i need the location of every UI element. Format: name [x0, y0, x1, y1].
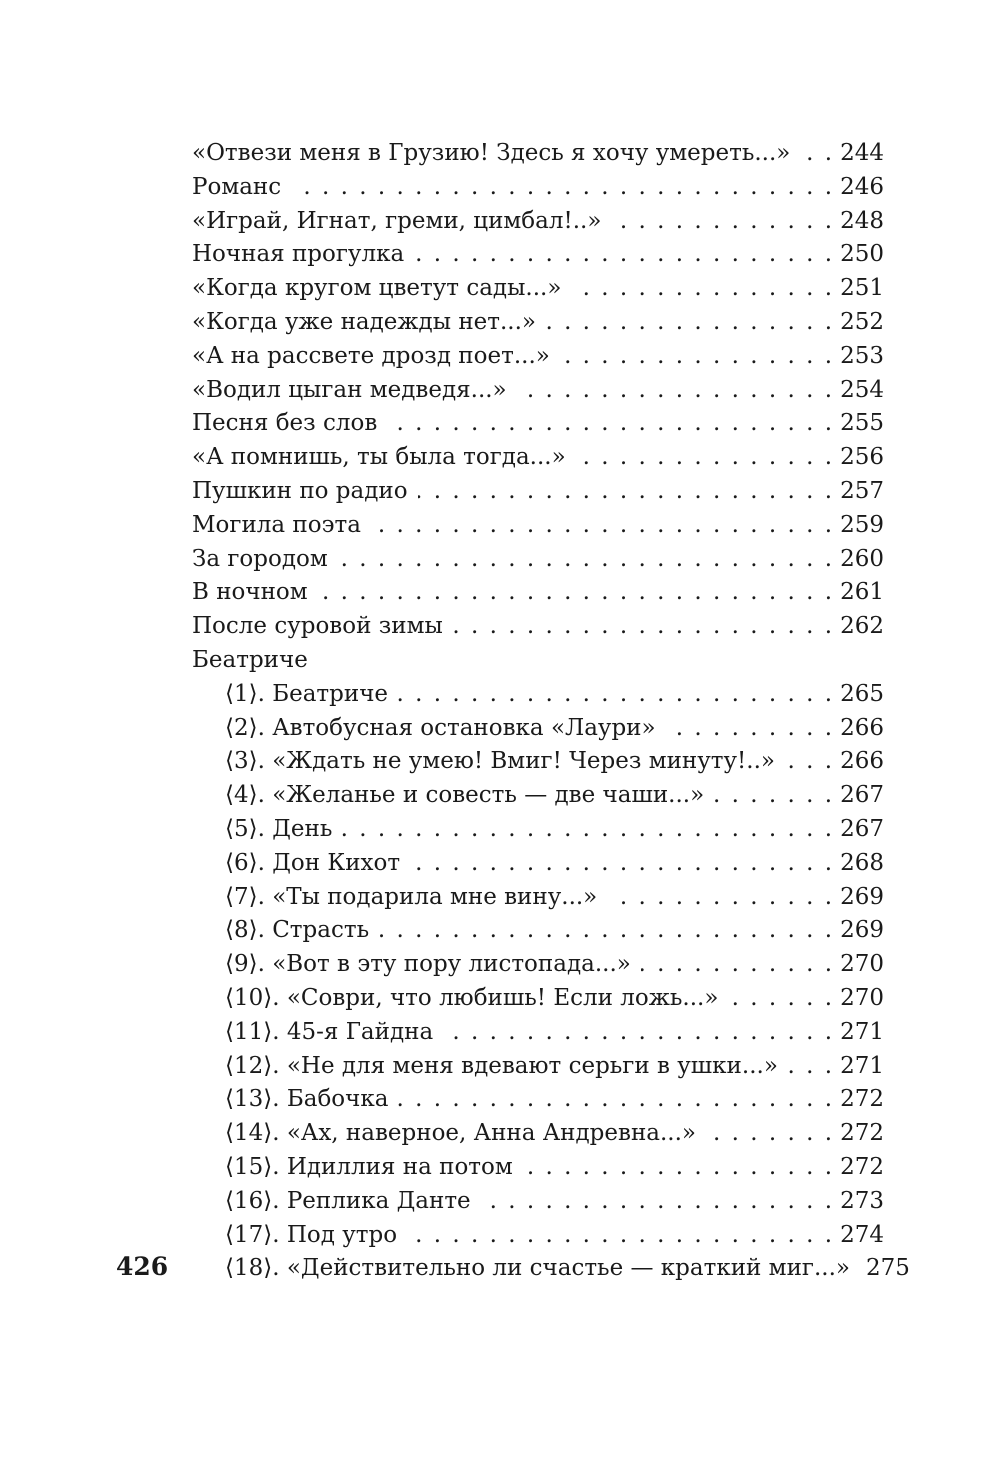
toc-entry: [192, 306, 884, 340]
toc-entry-title: В ночном: [192, 579, 308, 606]
toc-entry-page: 270: [840, 951, 884, 978]
toc-entry-page: 271: [840, 1018, 884, 1045]
toc-entry: [192, 779, 884, 813]
toc-entry-title: ⟨13⟩. Бабочка: [225, 1086, 389, 1113]
toc-entry-title: После суровой зимы: [192, 613, 443, 640]
dot-leader: [291, 171, 834, 205]
dot-leader: [546, 306, 834, 340]
toc-entry-title: «Отвези меня в Грузию! Здесь я хочу умереть...»: [192, 140, 791, 166]
dot-leader: [338, 543, 834, 577]
toc-entry: [192, 407, 884, 441]
table-of-contents: [192, 137, 910, 1286]
toc-entry-title: Песня без слов: [192, 410, 378, 437]
toc-entry-title: ⟨12⟩. «Не для меня вдевают серьги в ушки...»: [225, 1052, 778, 1079]
toc-entry-page: 274: [840, 1221, 884, 1248]
dot-leader: [714, 779, 834, 813]
toc-entry: [192, 813, 884, 847]
toc-entry-title: ⟨8⟩. Страсть: [225, 917, 370, 944]
toc-entry-title: Пушкин по радио: [192, 477, 408, 504]
toc-entry: [192, 272, 884, 306]
toc-entry: [192, 1050, 884, 1084]
dot-leader: [443, 1016, 834, 1050]
dot-leader: [410, 847, 834, 881]
toc-entry: [192, 543, 884, 577]
dot-leader: [379, 914, 834, 948]
toc-entry-title: ⟨14⟩. «Ах, наверное, Анна Андревна...»: [225, 1120, 696, 1147]
toc-entry-title: Романс: [192, 173, 282, 200]
dot-leader: [800, 137, 834, 171]
toc-entry-title: «Играй, Игнат, греми, цимбал!..»: [192, 207, 602, 234]
toc-entry-page: 270: [840, 984, 884, 1011]
toc-entry: [192, 678, 884, 712]
toc-entry-page: 259: [840, 511, 884, 538]
toc-entry-title: ⟨16⟩. Реплика Данте: [225, 1187, 471, 1214]
toc-entry-page: 269: [840, 883, 884, 910]
dot-leader: [414, 238, 834, 272]
toc-entry-page: 275: [865, 1255, 910, 1282]
toc-entry: [192, 238, 884, 272]
toc-entry: [192, 948, 884, 982]
dot-leader: [523, 1151, 834, 1185]
toc-entry: [192, 1185, 884, 1219]
toc-entry-title: ⟨9⟩. «Вот в эту пору листопада...»: [225, 951, 631, 978]
dot-leader: [453, 610, 834, 644]
dot-leader: [387, 407, 834, 441]
dot-leader: [517, 374, 834, 408]
dot-leader: [342, 813, 834, 847]
dot-leader: [371, 509, 834, 543]
toc-entry-page: 269: [840, 917, 884, 944]
toc-entry-page: 250: [840, 241, 884, 268]
toc-entry: [192, 610, 884, 644]
toc-entry-page: 262: [840, 613, 884, 640]
toc-entry-title: Беатриче: [192, 646, 308, 673]
toc-entry-page: 255: [840, 410, 884, 437]
toc-entry: [192, 374, 884, 408]
toc-entry-title: «Когда уже надежды нет...»: [192, 308, 536, 335]
toc-entry-title: «А на рассвете дрозд поет...»: [192, 342, 550, 369]
toc-entry-title: ⟨15⟩. Идиллия на потом: [225, 1153, 513, 1180]
toc-entry-page: 261: [840, 579, 884, 606]
toc-entry: [192, 509, 884, 543]
toc-entry: [192, 982, 884, 1016]
toc-entry-title: ⟨2⟩. Автобусная остановка «Лаури»: [225, 714, 656, 741]
toc-entry-page: 248: [840, 207, 884, 234]
toc-entry-title: ⟨5⟩. День: [225, 815, 333, 842]
toc-entry: [192, 475, 884, 509]
toc-entry-page: 273: [840, 1187, 884, 1214]
dot-leader: [318, 576, 834, 610]
toc-entry: [192, 847, 884, 881]
toc-entry-page: 267: [840, 815, 884, 842]
toc-entry: [192, 576, 884, 610]
toc-entry-page: 266: [840, 748, 884, 775]
toc-entry: [192, 171, 884, 205]
dot-leader: [788, 1050, 834, 1084]
toc-entry: [192, 340, 884, 374]
toc-entry-title: «А помнишь, ты была тогда...»: [192, 444, 566, 471]
toc-entry: [192, 1083, 884, 1117]
toc-entry-title: За городом: [192, 545, 328, 572]
toc-entry-page: 272: [840, 1153, 884, 1180]
toc-entry-title: ⟨10⟩. «Соври, что любишь! Если ложь...»: [225, 984, 719, 1011]
toc-entry: [192, 205, 884, 239]
toc-entry-page: 254: [840, 376, 884, 403]
toc-entry-title: Ночная прогулка: [192, 241, 405, 268]
dot-leader: [560, 340, 834, 374]
dot-leader: [576, 441, 834, 475]
toc-entry-title: ⟨6⟩. Дон Кихот: [225, 849, 401, 876]
toc-entry-page: 260: [840, 545, 884, 572]
toc-entry-page: 267: [840, 782, 884, 809]
dot-leader: [611, 205, 834, 239]
toc-entry-title: ⟨11⟩. 45-я Гайдна: [225, 1018, 434, 1045]
dot-leader: [418, 475, 835, 509]
dot-leader: [785, 745, 834, 779]
dot-leader: [666, 712, 835, 746]
toc-entry-title: Могила поэта: [192, 511, 361, 538]
toc-entry: [192, 1016, 884, 1050]
toc-entry-page: 253: [840, 342, 884, 369]
toc-entry-title: «Водил цыган медведя...»: [192, 376, 507, 403]
toc-entry-page: 268: [840, 849, 884, 876]
toc-entry-page: 246: [840, 173, 884, 200]
dot-leader: [407, 1219, 834, 1253]
toc-entry: [192, 644, 884, 678]
dot-leader: [641, 948, 834, 982]
dot-leader: [571, 272, 834, 306]
toc-entry: [192, 1151, 884, 1185]
toc-entry-page: 251: [840, 275, 884, 302]
toc-entry: [192, 745, 884, 779]
toc-entry-title: ⟨4⟩. «Желанье и совесть — две чаши...»: [225, 782, 705, 809]
toc-entry: [192, 137, 884, 171]
dot-leader: [398, 678, 834, 712]
page-number: 426: [116, 1252, 169, 1281]
dot-leader: [398, 1083, 834, 1117]
toc-entry: [192, 1117, 884, 1151]
toc-entry-title: ⟨7⟩. «Ты подарила мне вину...»: [225, 883, 598, 910]
toc-entry: [192, 1252, 910, 1286]
toc-entry-page: 272: [840, 1086, 884, 1113]
toc-entry-page: 244: [840, 140, 884, 166]
toc-entry-title: ⟨18⟩. «Действительно ли счастье — краткий миг...»: [225, 1255, 850, 1282]
toc-entry-title: «Когда кругом цветут сады...»: [192, 275, 562, 302]
toc-entry: [192, 881, 884, 915]
toc-entry-page: 257: [840, 477, 884, 504]
toc-entry-title: ⟨17⟩. Под утро: [225, 1221, 398, 1248]
toc-entry-title: ⟨3⟩. «Ждать не умею! Вмиг! Через минуту!..»: [225, 748, 775, 775]
dot-leader: [728, 982, 834, 1016]
toc-entry: [192, 914, 884, 948]
dot-leader: [481, 1185, 834, 1219]
toc-entry-page: 271: [840, 1052, 884, 1079]
toc-entry-page: 266: [840, 714, 884, 741]
toc-entry-page: 252: [840, 308, 884, 335]
toc-entry: [192, 712, 884, 746]
toc-entry-page: 265: [840, 680, 884, 707]
toc-entry-page: 256: [840, 444, 884, 471]
toc-entry-page: 272: [840, 1120, 884, 1147]
dot-leader: [706, 1117, 834, 1151]
toc-entry: [192, 1219, 884, 1253]
dot-leader: [607, 881, 834, 915]
toc-entry: [192, 441, 884, 475]
toc-entry-title: ⟨1⟩. Беатриче: [225, 680, 389, 707]
